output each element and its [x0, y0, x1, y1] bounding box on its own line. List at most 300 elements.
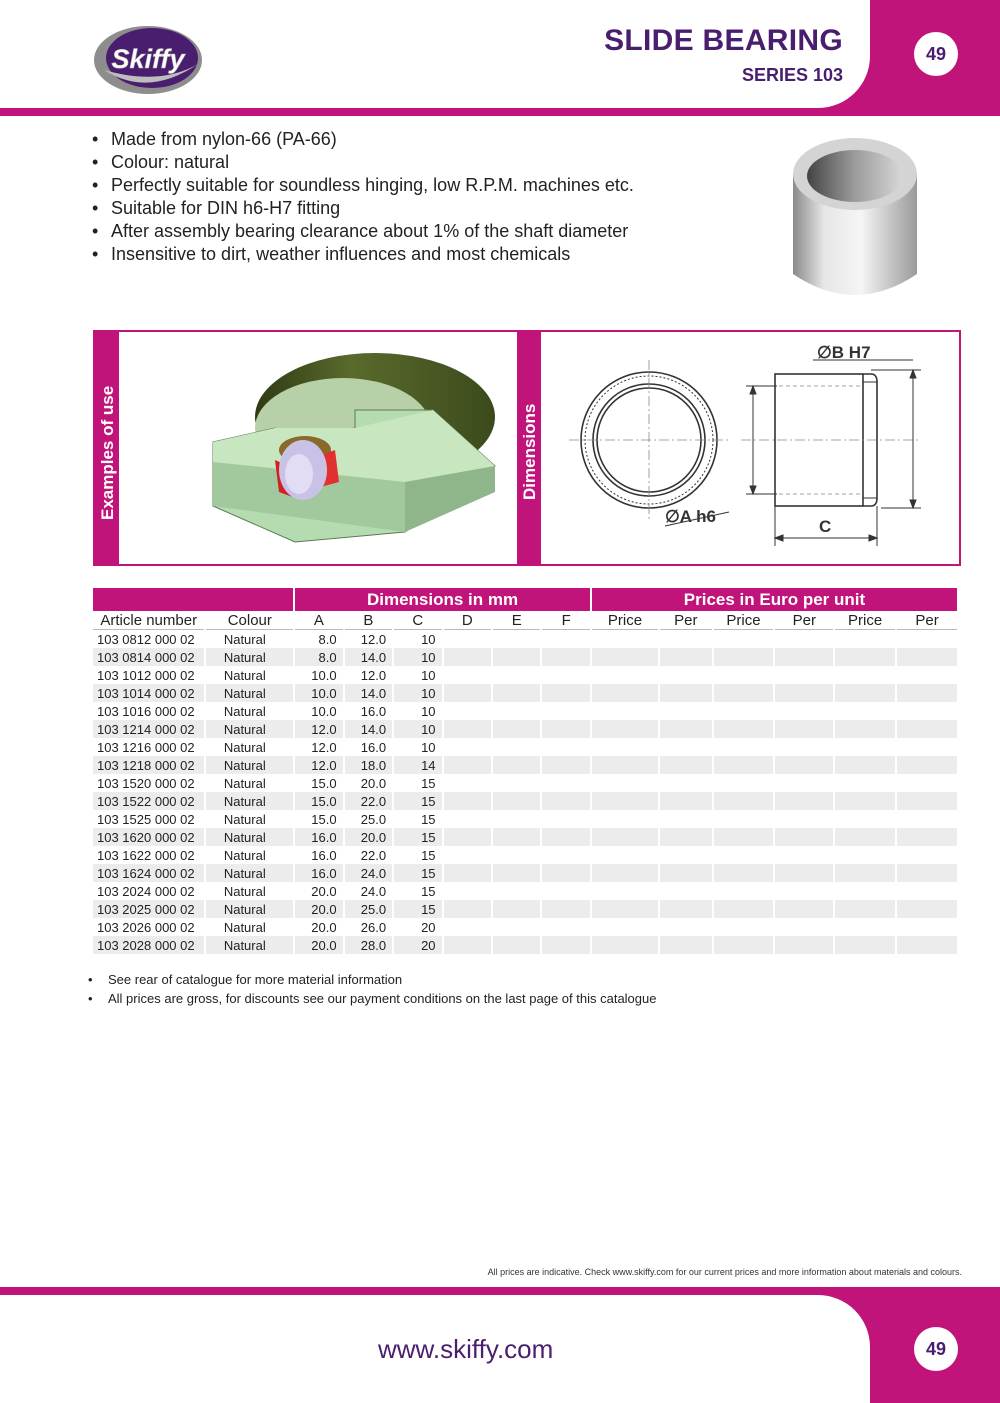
empty-cell — [835, 720, 895, 738]
empty-cell — [493, 864, 540, 882]
empty-cell — [592, 630, 658, 648]
dimension-cell: 10 — [421, 739, 436, 755]
table-row — [93, 936, 957, 954]
empty-cell — [835, 702, 895, 720]
dimension-cell: 10 — [394, 720, 441, 738]
dimension-cell: 20.0 — [345, 828, 392, 846]
table-row — [93, 864, 957, 882]
colour-cell: Natural — [206, 864, 293, 882]
empty-cell — [592, 720, 658, 738]
empty-cell — [493, 648, 540, 666]
empty-cell — [660, 738, 712, 756]
table-row — [93, 648, 957, 666]
dimension-cell: 15 — [394, 792, 441, 810]
empty-cell — [714, 918, 774, 936]
empty-cell — [592, 810, 658, 828]
bushing-product-image — [785, 134, 925, 312]
empty-cell — [493, 882, 540, 900]
empty-cell — [714, 756, 774, 774]
table-row — [93, 756, 957, 774]
table-row — [93, 720, 957, 738]
empty-cell — [444, 774, 491, 792]
empty-cell — [897, 936, 957, 954]
empty-cell — [714, 828, 774, 846]
empty-cell — [660, 756, 712, 774]
column-header: F — [542, 611, 589, 630]
empty-cell — [835, 684, 895, 702]
empty-cell — [493, 828, 540, 846]
feature-item: • Perfectly suitable for soundless hinging, low R.P.M. machines etc. — [92, 174, 634, 197]
empty-cell — [775, 684, 833, 702]
illustration-box — [93, 330, 961, 566]
dimension-cell: 12.0 — [295, 720, 342, 738]
dimension-cell: 15.0 — [311, 775, 337, 791]
empty-cell — [775, 738, 833, 756]
table-row — [93, 630, 957, 648]
table-row — [93, 882, 957, 900]
empty-cell — [897, 810, 957, 828]
empty-cell — [493, 900, 540, 918]
empty-cell — [714, 846, 774, 864]
empty-cell — [542, 810, 589, 828]
empty-cell — [714, 810, 774, 828]
empty-cell — [592, 900, 658, 918]
colour-cell: Natural — [206, 684, 293, 702]
article-number-cell: 103 1520 000 02 — [97, 775, 195, 791]
empty-cell — [592, 738, 658, 756]
empty-cell — [493, 936, 540, 954]
dimension-cell: 24.0 — [345, 864, 392, 882]
article-number-cell: 103 2024 000 02 — [97, 883, 195, 899]
colour-cell: Natural — [206, 756, 293, 774]
colour-cell: Natural — [223, 739, 266, 755]
empty-cell — [542, 792, 589, 810]
column-header: Per — [897, 611, 957, 630]
article-number-cell: 103 1216 000 02 — [97, 739, 195, 755]
empty-cell — [775, 846, 833, 864]
dimension-cell: 16.0 — [295, 864, 342, 882]
colour-cell: Natural — [206, 900, 293, 918]
empty-cell — [835, 918, 895, 936]
product-table — [91, 588, 959, 954]
empty-cell — [714, 702, 774, 720]
empty-cell — [493, 846, 540, 864]
table-body — [93, 630, 957, 954]
dimension-cell: 20.0 — [295, 936, 342, 954]
dimension-cell: 22.0 — [345, 792, 392, 810]
feature-list — [92, 128, 634, 266]
price-disclaimer: All prices are indicative. Check www.skiffy.com for our current prices and more information about materials and colours. — [487, 1267, 962, 1277]
empty-cell — [714, 864, 774, 882]
empty-cell — [775, 918, 833, 936]
empty-cell — [444, 846, 491, 864]
empty-cell — [897, 792, 957, 810]
empty-cell — [660, 648, 712, 666]
dimension-cell: 16.0 — [295, 828, 342, 846]
dimension-cell: 15 — [394, 864, 441, 882]
dimension-cell: 10 — [394, 684, 441, 702]
notes-list — [88, 970, 656, 1008]
svg-text:∅B H7: ∅B H7 — [817, 343, 871, 362]
empty-cell — [775, 630, 833, 648]
colour-cell: Natural — [223, 883, 266, 899]
column-header-row — [93, 611, 957, 630]
empty-cell — [835, 846, 895, 864]
empty-cell — [444, 882, 491, 900]
empty-cell — [660, 684, 712, 702]
note-item: • All prices are gross, for discounts see our payment conditions on the last page of this catalogue — [88, 989, 656, 1008]
dimension-cell: 20.0 — [311, 883, 337, 899]
empty-cell — [835, 828, 895, 846]
article-number-cell: 103 1522 000 02 — [93, 792, 204, 810]
column-header: C — [394, 611, 441, 630]
dimension-cell: 8.0 — [295, 648, 342, 666]
empty-cell — [775, 900, 833, 918]
empty-cell — [775, 864, 833, 882]
feature-item: • Suitable for DIN h6-H7 fitting — [92, 197, 634, 220]
empty-cell — [542, 648, 589, 666]
empty-cell — [493, 666, 540, 684]
empty-cell — [444, 828, 491, 846]
empty-cell — [493, 756, 540, 774]
dimension-cell: 16.0 — [360, 739, 387, 755]
empty-cell — [835, 882, 895, 900]
article-number-cell: 103 1214 000 02 — [93, 720, 204, 738]
empty-cell — [493, 774, 540, 792]
empty-cell — [542, 936, 589, 954]
table-row — [93, 738, 957, 756]
empty-cell — [835, 864, 895, 882]
article-number-cell: 103 0814 000 02 — [93, 648, 204, 666]
column-header: B — [345, 611, 392, 630]
empty-cell — [493, 684, 540, 702]
empty-cell — [835, 936, 895, 954]
dimension-cell: 15.0 — [311, 811, 337, 827]
empty-cell — [660, 864, 712, 882]
colour-cell: Natural — [223, 919, 266, 935]
group-header-prices: Prices in Euro per unit — [592, 588, 957, 611]
svg-text:C: C — [819, 517, 832, 536]
table-row — [93, 702, 957, 720]
dimension-cell: 20.0 — [295, 900, 342, 918]
article-number-cell: 103 1012 000 02 — [97, 667, 195, 683]
table-row — [93, 810, 957, 828]
empty-cell — [542, 774, 589, 792]
empty-cell — [775, 702, 833, 720]
dimension-cell: 22.0 — [360, 847, 387, 863]
dimension-cell: 12.0 — [360, 631, 387, 647]
empty-cell — [592, 864, 658, 882]
colour-cell: Natural — [223, 667, 266, 683]
empty-cell — [660, 702, 712, 720]
empty-cell — [660, 846, 712, 864]
dimension-cell: 24.0 — [360, 883, 387, 899]
empty-cell — [714, 630, 774, 648]
dimensions-label: Dimensions — [520, 403, 539, 500]
empty-cell — [542, 864, 589, 882]
empty-cell — [835, 774, 895, 792]
dimension-cell: 28.0 — [345, 936, 392, 954]
empty-cell — [775, 720, 833, 738]
empty-cell — [592, 846, 658, 864]
colour-cell: Natural — [206, 828, 293, 846]
empty-cell — [897, 702, 957, 720]
empty-cell — [835, 756, 895, 774]
empty-cell — [775, 792, 833, 810]
dimension-cell: 12.0 — [295, 756, 342, 774]
empty-cell — [542, 756, 589, 774]
empty-cell — [897, 720, 957, 738]
colour-cell: Natural — [223, 811, 266, 827]
empty-cell — [592, 774, 658, 792]
empty-cell — [592, 756, 658, 774]
article-number-cell: 103 1624 000 02 — [93, 864, 204, 882]
colour-cell: Natural — [223, 703, 266, 719]
empty-cell — [493, 720, 540, 738]
dimension-cell: 20.0 — [311, 919, 337, 935]
empty-cell — [714, 900, 774, 918]
empty-cell — [775, 666, 833, 684]
website-link[interactable]: www.skiffy.com — [378, 1334, 554, 1364]
empty-cell — [444, 810, 491, 828]
dimension-cell: 20 — [421, 919, 436, 935]
article-number-cell: 103 1620 000 02 — [93, 828, 204, 846]
empty-cell — [444, 702, 491, 720]
colour-cell: Natural — [206, 936, 293, 954]
dimension-cell: 14.0 — [345, 684, 392, 702]
empty-cell — [444, 720, 491, 738]
empty-cell — [592, 936, 658, 954]
empty-cell — [714, 738, 774, 756]
dimension-cell: 15 — [421, 811, 436, 827]
article-number-cell: 103 1014 000 02 — [93, 684, 204, 702]
footer-page-number-badge: 49 — [914, 1327, 958, 1371]
empty-cell — [897, 918, 957, 936]
column-header: Per — [775, 611, 833, 630]
empty-cell — [660, 792, 712, 810]
empty-cell — [542, 738, 589, 756]
empty-cell — [775, 648, 833, 666]
dimension-cell: 14.0 — [345, 720, 392, 738]
empty-cell — [897, 864, 957, 882]
column-header: E — [493, 611, 540, 630]
empty-cell — [542, 702, 589, 720]
empty-cell — [592, 792, 658, 810]
empty-cell — [444, 864, 491, 882]
empty-cell — [660, 900, 712, 918]
empty-cell — [660, 828, 712, 846]
empty-cell — [493, 792, 540, 810]
dimension-cell: 16.0 — [311, 847, 337, 863]
dimension-cell: 20.0 — [360, 775, 387, 791]
empty-cell — [775, 774, 833, 792]
article-number-cell: 103 2028 000 02 — [93, 936, 204, 954]
empty-cell — [542, 846, 589, 864]
empty-cell — [444, 918, 491, 936]
empty-cell — [897, 882, 957, 900]
empty-cell — [835, 792, 895, 810]
feature-item: • Made from nylon-66 (PA-66) — [92, 128, 634, 151]
empty-cell — [592, 684, 658, 702]
empty-cell — [592, 648, 658, 666]
empty-cell — [835, 666, 895, 684]
dimension-cell: 14.0 — [345, 648, 392, 666]
empty-cell — [444, 900, 491, 918]
empty-cell — [714, 720, 774, 738]
dimension-cell: 10 — [421, 667, 436, 683]
dimension-cell: 10.0 — [311, 667, 337, 683]
empty-cell — [542, 828, 589, 846]
empty-cell — [775, 810, 833, 828]
empty-cell — [714, 792, 774, 810]
empty-cell — [444, 756, 491, 774]
empty-cell — [660, 918, 712, 936]
empty-cell — [542, 630, 589, 648]
dimension-drawing — [541, 336, 959, 560]
article-number-cell: 103 1525 000 02 — [97, 811, 195, 827]
column-header: Article number — [93, 611, 204, 630]
empty-cell — [444, 648, 491, 666]
dimension-cell: 12.0 — [311, 739, 337, 755]
empty-cell — [897, 630, 957, 648]
table-row — [93, 846, 957, 864]
empty-cell — [714, 666, 774, 684]
column-header: Colour — [206, 611, 293, 630]
table-row — [93, 666, 957, 684]
empty-cell — [714, 882, 774, 900]
empty-cell — [897, 774, 957, 792]
article-number-cell: 103 1016 000 02 — [97, 703, 195, 719]
empty-cell — [493, 810, 540, 828]
empty-cell — [660, 882, 712, 900]
note-item: • See rear of catalogue for more material information — [88, 970, 656, 989]
empty-cell — [897, 666, 957, 684]
dimension-cell: 18.0 — [345, 756, 392, 774]
empty-cell — [493, 702, 540, 720]
page-title: SLIDE BEARING — [604, 24, 843, 57]
empty-cell — [660, 810, 712, 828]
dimension-cell: 8.0 — [318, 631, 337, 647]
empty-cell — [835, 738, 895, 756]
empty-cell — [775, 936, 833, 954]
empty-cell — [897, 684, 957, 702]
empty-cell — [714, 684, 774, 702]
table-row — [93, 792, 957, 810]
table-row — [93, 900, 957, 918]
empty-cell — [897, 828, 957, 846]
feature-item: • Colour: natural — [92, 151, 634, 174]
empty-cell — [660, 720, 712, 738]
dimension-cell: 26.0 — [360, 919, 387, 935]
table-row — [93, 828, 957, 846]
feature-item: • Insensitive to dirt, weather influences and most chemicals — [92, 243, 634, 266]
empty-cell — [493, 630, 540, 648]
empty-cell — [592, 702, 658, 720]
empty-cell — [592, 882, 658, 900]
feature-item: • After assembly bearing clearance about 1% of the shaft diameter — [92, 220, 634, 243]
colour-cell: Natural — [223, 847, 266, 863]
colour-cell: Natural — [223, 631, 266, 647]
table-row — [93, 918, 957, 936]
dimension-cell: 10 — [394, 648, 441, 666]
colour-cell: Natural — [206, 720, 293, 738]
empty-cell — [660, 630, 712, 648]
colour-cell: Natural — [223, 775, 266, 791]
empty-cell — [592, 828, 658, 846]
empty-cell — [897, 648, 957, 666]
skiffy-logo — [90, 20, 206, 100]
empty-cell — [592, 666, 658, 684]
article-number-cell: 103 2025 000 02 — [93, 900, 204, 918]
dimension-cell: 25.0 — [360, 811, 387, 827]
article-number-cell: 103 0812 000 02 — [97, 631, 195, 647]
empty-cell — [444, 684, 491, 702]
group-header-blank — [93, 588, 293, 611]
empty-cell — [660, 774, 712, 792]
column-header: Price — [592, 611, 658, 630]
empty-cell — [897, 900, 957, 918]
column-header: Price — [835, 611, 895, 630]
empty-cell — [775, 882, 833, 900]
empty-cell — [775, 828, 833, 846]
empty-cell — [660, 666, 712, 684]
dimension-cell: 10.0 — [311, 703, 337, 719]
dimension-cell: 15 — [421, 847, 436, 863]
article-number-cell: 103 1218 000 02 — [93, 756, 204, 774]
dimension-cell: 16.0 — [360, 703, 387, 719]
empty-cell — [444, 792, 491, 810]
empty-cell — [444, 936, 491, 954]
empty-cell — [660, 936, 712, 954]
table-row — [93, 684, 957, 702]
empty-cell — [542, 666, 589, 684]
svg-text:Skiffy: Skiffy — [111, 44, 185, 74]
empty-cell — [775, 756, 833, 774]
svg-text:∅A h6: ∅A h6 — [665, 507, 717, 526]
dimension-cell: 15 — [421, 883, 436, 899]
empty-cell — [542, 882, 589, 900]
dimension-cell: 15 — [421, 775, 436, 791]
empty-cell — [592, 918, 658, 936]
empty-cell — [542, 720, 589, 738]
dimension-cell: 10 — [421, 703, 436, 719]
dimension-cell: 10.0 — [295, 684, 342, 702]
empty-cell — [835, 810, 895, 828]
empty-cell — [714, 774, 774, 792]
empty-cell — [897, 738, 957, 756]
empty-cell — [835, 630, 895, 648]
dimension-cell: 15.0 — [295, 792, 342, 810]
dimension-cell: 15 — [394, 900, 441, 918]
empty-cell — [714, 648, 774, 666]
column-header: D — [444, 611, 491, 630]
column-header: A — [295, 611, 342, 630]
empty-cell — [835, 900, 895, 918]
empty-cell — [444, 630, 491, 648]
dimension-cell: 10 — [421, 631, 436, 647]
page-subtitle: SERIES 103 — [741, 65, 843, 85]
column-header: Price — [714, 611, 774, 630]
column-header: Per — [660, 611, 712, 630]
dimension-cell: 25.0 — [345, 900, 392, 918]
examples-of-use-label: Examples of use — [98, 385, 117, 520]
empty-cell — [714, 936, 774, 954]
dimension-cell: 14 — [394, 756, 441, 774]
page-number-badge: 49 — [914, 32, 958, 76]
empty-cell — [542, 900, 589, 918]
empty-cell — [897, 846, 957, 864]
table-row — [93, 774, 957, 792]
